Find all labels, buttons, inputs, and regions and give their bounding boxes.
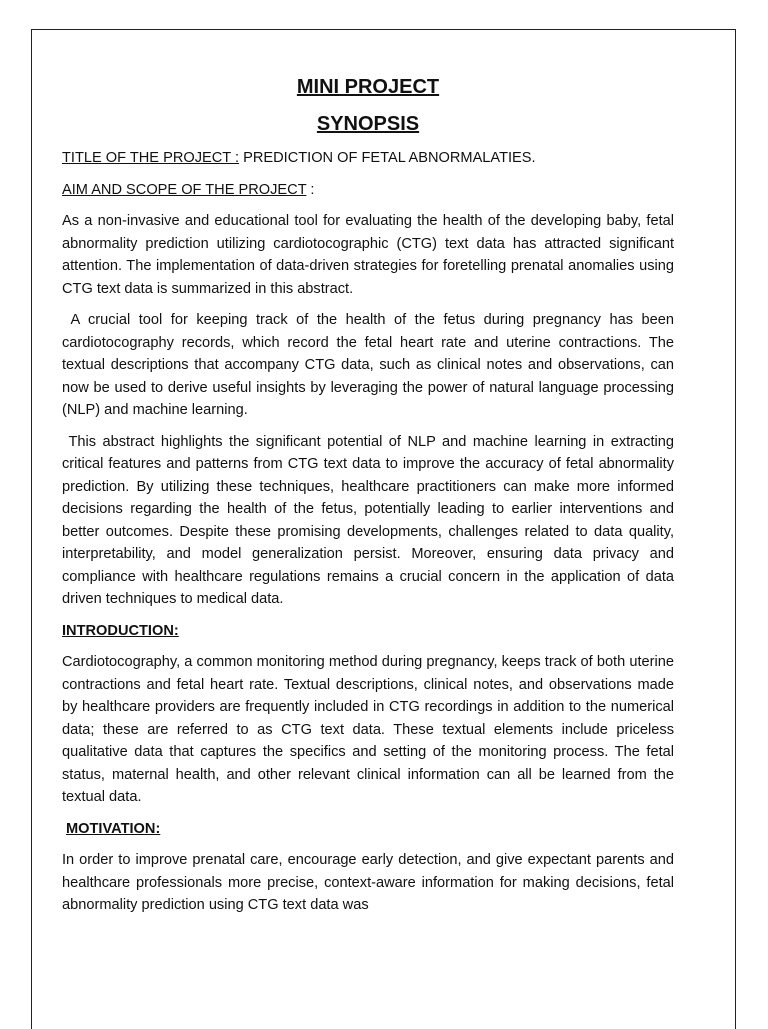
aim-paragraph-3: This abstract highlights the significant potential of NLP and machine learning in extracting critical features and patterns from CTG text data to improve the accuracy of fetal abnormality prediction. By utilizing these techniques, healthcare practitioners can make more informed decisions regarding the health of the fetus, potentially leading to earlier interventions and better outcomes. Despite these promising developments, challenges related to data quality, interpretability, and model generalization persist. Moreover, ensuring data privacy and compliance with healthcare regulations remains a crucial concern in the application of data driven techniques to medical data. xyxy=(62,433,679,607)
aim-scope-suffix: : xyxy=(306,181,315,198)
project-title-line xyxy=(62,147,674,170)
aim-scope-heading xyxy=(62,179,674,202)
aim-paragraph-1: As a non-invasive and educational tool for evaluating the health of the developing baby, fetal abnormality prediction utilizing cardiotocographic (CTG) text data has attracted significant attention. The implementation of data-driven strategies for foretelling prenatal anomalies using CTG text data is summarized in this abstract. xyxy=(62,213,674,297)
aim-paragraph-2: A crucial tool for keeping track of the health of the fetus during pregnancy has been cardiotocography records, which record the fetal heart rate and uterine contractions. The textual descriptions that accompany CTG data, such as clinical notes and observations, can now be used to derive useful insights by leveraging the power of natural language processing (NLP) and machine learning. xyxy=(62,312,679,418)
motivation-heading: MOTIVATION: xyxy=(66,820,161,837)
motivation-paragraph: In order to improve prenatal care, encourage early detection, and give expectant parents and healthcare professionals more precise, context-aware information for making decisions, fetal abnormality prediction using CTG text data was xyxy=(62,852,674,913)
project-title-label: TITLE OF THE PROJECT : xyxy=(62,150,240,166)
document-subtitle: SYNOPSIS xyxy=(316,113,420,135)
aim-scope-label: AIM AND SCOPE OF THE PROJECT xyxy=(62,181,307,198)
project-title-value: PREDICTION OF FETAL ABNORMALATIES. xyxy=(239,150,536,166)
introduction-heading: INTRODUCTION: xyxy=(62,622,179,639)
introduction-paragraph: Cardiotocography, a common monitoring method during pregnancy, keeps track of both uterine contractions and fetal heart rate. Textual descriptions, clinical notes, and observations made by healthcare providers are frequently included in CTG recordings in addition to the numerical data; these are referred to as CTG text data. These textual elements include priceless qualitative data that captures the specifics and setting of the monitoring process. The fetal status, maternal health, and other relevant clinical information can all be learned from the textual data. xyxy=(62,654,674,805)
document-content xyxy=(62,73,679,926)
document-title: MINI PROJECT xyxy=(296,76,440,98)
